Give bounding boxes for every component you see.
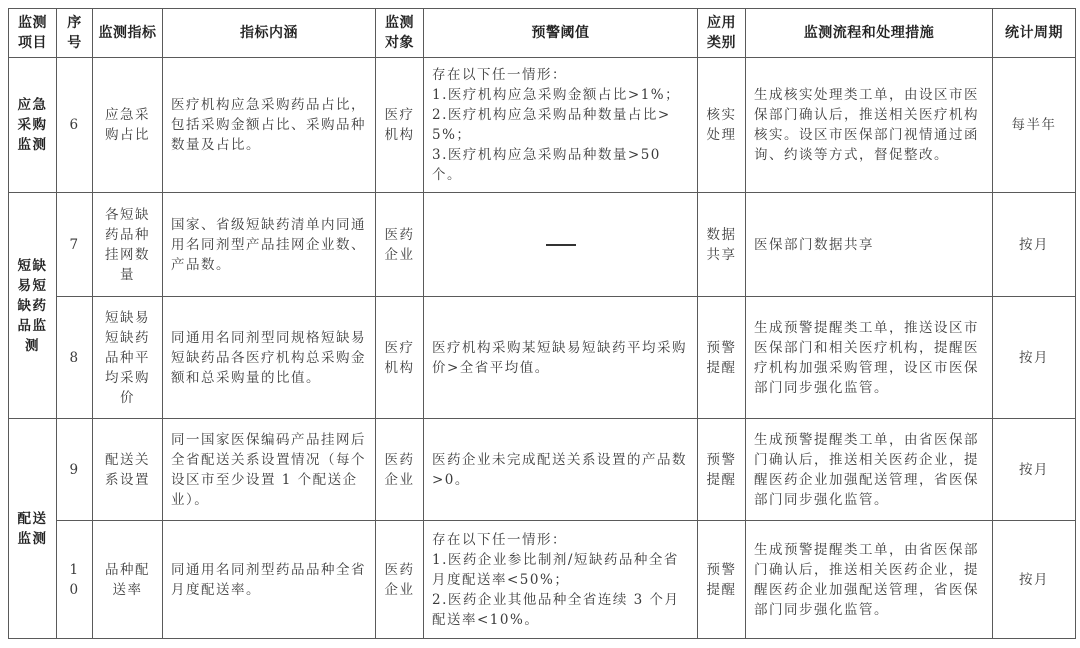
indicator-cell: 应急采购占比 <box>93 58 163 193</box>
header-category: 应用类别 <box>698 9 746 58</box>
process-cell: 生成核实处理类工单，由设区市医保部门确认后，推送相关医疗机构核实。设区市医保部门视情通过函询、约谈等方式，督促整改。 <box>746 58 993 193</box>
header-target: 监测对象 <box>376 9 424 58</box>
target-cell: 医疗机构 <box>376 297 424 419</box>
process-cell: 生成预警提醒类工单，由省医保部门确认后，推送相关医药企业，提醒医药企业加强配送管理，省医保部门同步强化监管。 <box>746 419 993 521</box>
header-period: 统计周期 <box>993 9 1076 58</box>
header-project: 监测项目 <box>9 9 57 58</box>
threshold-cell: 医药企业未完成配送关系设置的产品数>0。 <box>424 419 698 521</box>
header-threshold: 预警阈值 <box>424 9 698 58</box>
seq-cell: 6 <box>57 58 93 193</box>
target-cell: 医疗机构 <box>376 58 424 193</box>
table-row <box>9 297 1076 419</box>
table-row <box>9 521 1076 639</box>
threshold-line: 3.医疗机构应急采购品种数量>50 个。 <box>432 147 661 183</box>
project-cell: 短缺易短缺药品监测 <box>9 193 57 419</box>
threshold-line: 1.医药企业参比制剂/短缺药品种全省月度配送率<50%； <box>432 551 679 588</box>
threshold-line: 存在以下任一情形： <box>432 531 567 548</box>
project-cell: 配送监测 <box>9 419 57 639</box>
threshold-cell <box>424 58 698 193</box>
process-cell: 生成预警提醒类工单，由省医保部门确认后，推送相关医药企业，提醒医药企业加强配送管理，省医保部门同步强化监管。 <box>746 521 993 639</box>
threshold-line: 1.医疗机构应急采购金额占比>1%； <box>432 87 681 103</box>
meaning-cell: 同通用名同剂型药品品种全省月度配送率。 <box>163 521 376 639</box>
category-cell: 核实处理 <box>698 58 746 193</box>
table-row <box>9 419 1076 521</box>
indicator-cell: 各短缺药品种挂网数量 <box>93 193 163 297</box>
table-row <box>9 193 1076 297</box>
meaning-cell: 同一国家医保编码产品挂网后全省配送关系设置情况（每个设区市至少设置 1 个配送企业）。 <box>163 419 376 521</box>
indicator-cell: 配送关系设置 <box>93 419 163 521</box>
meaning-cell: 国家、省级短缺药清单内同通用名同剂型产品挂网企业数、产品数。 <box>163 193 376 297</box>
header-indicator: 监测指标 <box>93 9 163 58</box>
header-meaning: 指标内涵 <box>163 9 376 58</box>
seq-cell: 8 <box>57 297 93 419</box>
meaning-cell: 同通用名同剂型同规格短缺易短缺药品各医疗机构总采购金额和总采购量的比值。 <box>163 297 376 419</box>
seq-cell: 9 <box>57 419 93 521</box>
header-row <box>9 9 1076 58</box>
dash-placeholder <box>546 244 576 246</box>
seq-cell: 10 <box>57 521 93 639</box>
period-cell: 按月 <box>993 419 1076 521</box>
category-cell: 预警提醒 <box>698 297 746 419</box>
header-seq: 序号 <box>57 9 93 58</box>
project-cell: 应急采购监测 <box>9 58 57 193</box>
category-cell: 预警提醒 <box>698 521 746 639</box>
period-cell: 按月 <box>993 193 1076 297</box>
target-cell: 医药企业 <box>376 419 424 521</box>
period-cell: 按月 <box>993 297 1076 419</box>
indicator-cell: 短缺易短缺药品种平均采购价 <box>93 297 163 419</box>
target-cell: 医药企业 <box>376 193 424 297</box>
indicator-cell: 品种配送率 <box>93 521 163 639</box>
target-cell: 医药企业 <box>376 521 424 639</box>
header-process: 监测流程和处理措施 <box>746 9 993 58</box>
period-cell: 每半年 <box>993 58 1076 193</box>
monitoring-table <box>8 8 1076 639</box>
process-cell: 医保部门数据共享 <box>746 193 993 297</box>
category-cell: 数据共享 <box>698 193 746 297</box>
period-cell: 按月 <box>993 521 1076 639</box>
threshold-line: 存在以下任一情形： <box>432 67 567 83</box>
threshold-line: 2.医药企业其他品种全省连续 3 个月配送率<10%。 <box>432 591 680 628</box>
threshold-cell: 医疗机构采购某短缺易短缺药平均采购价>全省平均值。 <box>424 297 698 419</box>
seq-cell: 7 <box>57 193 93 297</box>
category-cell: 预警提醒 <box>698 419 746 521</box>
meaning-cell: 医疗机构应急采购药品占比，包括采购金额占比、采购品种数量及占比。 <box>163 58 376 193</box>
threshold-cell <box>424 193 698 297</box>
threshold-cell <box>424 521 698 639</box>
table-row <box>9 58 1076 193</box>
process-cell: 生成预警提醒类工单，推送设区市医保部门和相关医疗机构，提醒医疗机构加强采购管理，设区市医保部门同步强化监管。 <box>746 297 993 419</box>
threshold-line: 2.医疗机构应急采购品种数量占比>5%； <box>432 107 671 143</box>
